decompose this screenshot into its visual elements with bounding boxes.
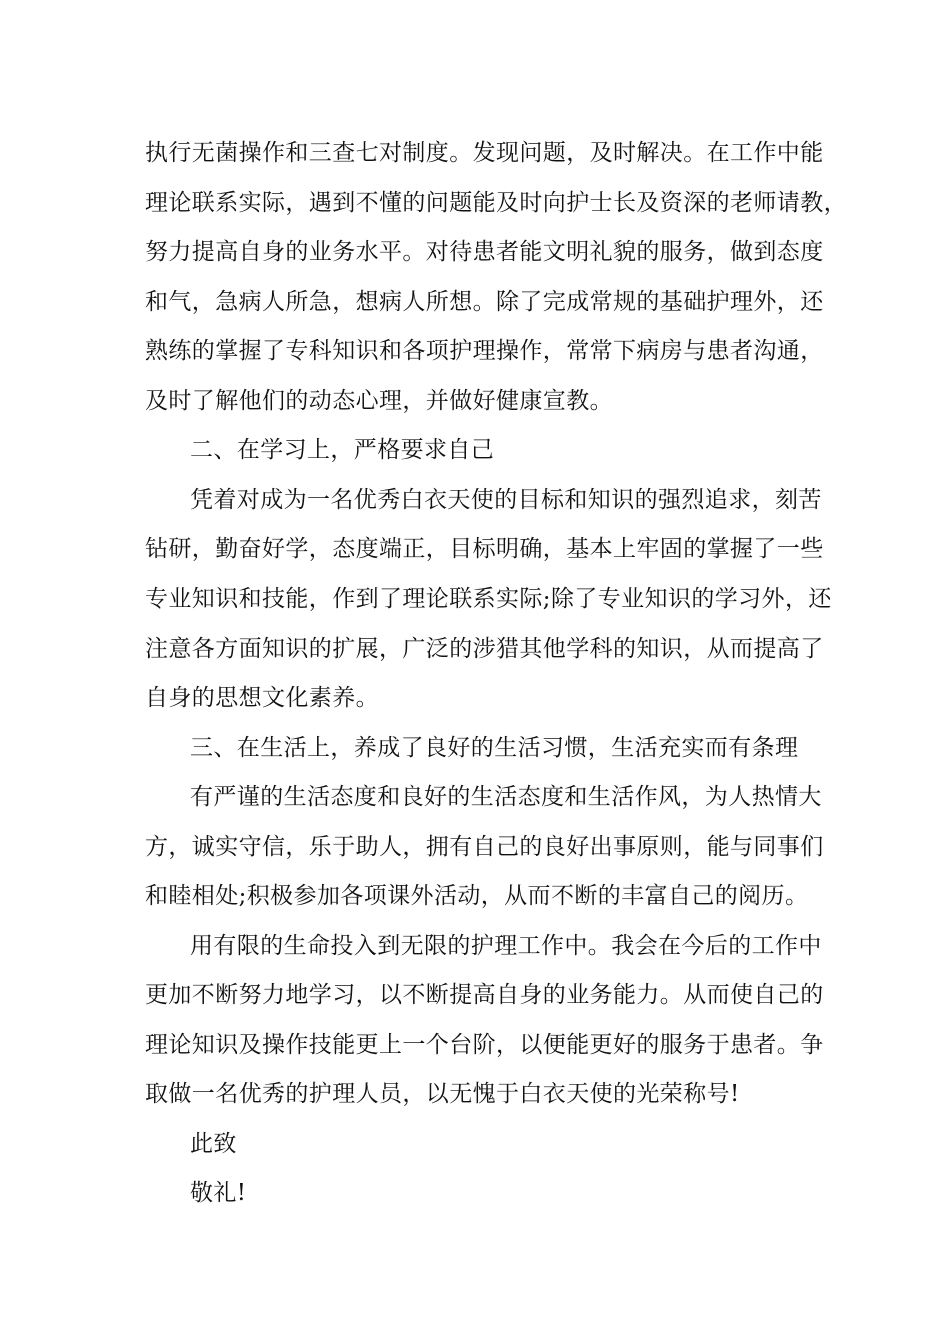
text-line: 方，诚实守信，乐于助人，拥有自己的良好出事原则，能与同事们: [145, 834, 824, 860]
text-line: 用有限的生命投入到无限的护理工作中。我会在今后的工作中: [190, 933, 822, 959]
closing-regards: 敬礼!: [190, 1180, 247, 1206]
text-line: 理论联系实际，遇到不懂的问题能及时向护士长及资深的老师请教，: [145, 190, 847, 216]
text-line: 自身的思想文化素养。: [145, 685, 379, 711]
text-line: 钻研，勤奋好学，态度端正，目标明确，基本上牢固的掌握了一些: [145, 536, 824, 562]
section-heading: 三、在生活上，养成了良好的生活习惯，生活充实而有条理: [190, 735, 799, 761]
text-line: 有严谨的生活态度和良好的生活态度和生活作风，为人热情大: [190, 784, 822, 810]
text-line: 注意各方面知识的扩展，广泛的涉猎其他学科的知识，从而提高了: [145, 636, 824, 662]
closing-salutation: 此致: [190, 1131, 237, 1157]
text-line: 凭着对成为一名优秀白衣天使的目标和知识的强烈追求，刻苦: [190, 487, 822, 513]
text-line: 和睦相处;积极参加各项课外活动，从而不断的丰富自己的阅历。: [145, 883, 809, 909]
text-line: 执行无菌操作和三查七对制度。发现问题，及时解决。在工作中能: [145, 140, 824, 166]
text-line: 专业知识和技能，作到了理论联系实际;除了专业知识的学习外，还: [145, 586, 832, 612]
text-line: 努力提高自身的业务水平。对待患者能文明礼貌的服务，做到态度: [145, 239, 824, 265]
text-line: 和气，急病人所急，想病人所想。除了完成常规的基础护理外，还: [145, 289, 824, 315]
text-line: 理论知识及操作技能更上一个台阶，以便能更好的服务于患者。争: [145, 1032, 824, 1058]
section-heading: 二、在学习上，严格要求自己: [190, 437, 495, 463]
text-line: 取做一名优秀的护理人员，以无愧于白衣天使的光荣称号!: [145, 1081, 740, 1107]
text-line: 熟练的掌握了专科知识和各项护理操作，常常下病房与患者沟通，: [145, 338, 824, 364]
text-line: 更加不断努力地学习，以不断提高自身的业务能力。从而使自己的: [145, 982, 824, 1008]
text-line: 及时了解他们的动态心理，并做好健康宣教。: [145, 388, 613, 414]
